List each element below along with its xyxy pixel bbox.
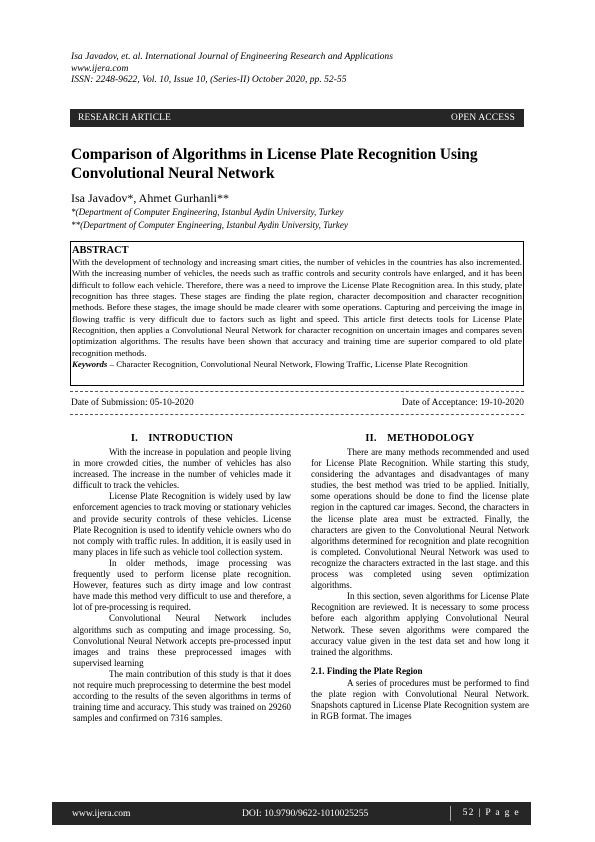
introduction-column — [73, 432, 291, 724]
abstract-heading: ABSTRACT — [72, 245, 129, 256]
affiliation-1: *(Department of Computer Engineering, Istanbul Aydin University, Turkey — [71, 207, 344, 217]
methodology-heading: II. METHODOLOGY — [365, 433, 475, 444]
article-type-label: RESEARCH ARTICLE — [78, 113, 172, 123]
journal-issn: ISSN: 2248-9622, Vol. 10, Issue 10, (Series-II) October 2020, pp. 52-55 — [71, 74, 347, 85]
keywords-line — [72, 359, 522, 370]
page-label: P a g e — [485, 807, 520, 818]
divider-top — [70, 391, 524, 392]
introduction-heading: I. INTRODUCTION — [130, 433, 234, 444]
footer-website-link[interactable]: www.ijera.com — [72, 808, 131, 819]
footer-separator — [450, 806, 451, 821]
intro-paragraph: The main contribution of this study is that it does not require much preprocessing to determine the best model according to the results of the seven algorithms in terms of training time and accuracy. This study was trained on 29260 samples and confirmed on 7316 samples. — [73, 668, 291, 724]
journal-header — [71, 51, 541, 86]
article-type-band — [70, 109, 524, 127]
page-number: 52 — [462, 807, 475, 818]
keywords-label: Keywords — [72, 359, 108, 370]
footer-page: 52 | P a g e — [462, 807, 520, 818]
journal-website[interactable]: www.ijera.com — [71, 62, 129, 74]
acceptance-date: Date of Acceptance: 19-10-2020 — [401, 398, 524, 408]
abstract-box — [70, 241, 524, 386]
subsection-paragraph: A series of procedures must be performed to find the plate region with Convolutional Neural Network. Snapshots captured in License Plate Recognition system are in RGB format. The images — [311, 677, 529, 722]
intro-paragraph: In older methods, image processing was frequently used to perform license plate recognition. However, features such as dirty image and low contrast have made this method very difficult to use and therefore, a lot of pre-processing is required. — [73, 557, 291, 613]
journal-citation: Isa Javadov, et. al. International Journal of Engineering Research and Applications — [71, 51, 393, 62]
methodology-column — [311, 432, 529, 722]
method-paragraph: There are many methods recommended and used for License Plate Recognition. While starting this study, considering the advantages and disadvantages of many studies, the best method was tried to be applied. Initially, some operations should be done to find the license plate region in the captured car images. Second, the characters in the license plate area must be extracted. Finally, the characters are given to the Convolutional Neural Network algorithms determined for recognition and plate recognition is completed. Convolutional Neural Network was used to recognize the characters extracted in the last stage. and this process was completed using seven optimization algorithms. — [311, 447, 529, 591]
intro-paragraph: License Plate Recognition is widely used by law enforcement agencies to track moving or stationary vehicles and provide security controls of these vehicles. License Plate Recognition is used to identify vehicle owners who do not comply with traffic rules. In addition, it is easily used in many places in life such as vehicle tool collection system. — [73, 491, 291, 557]
subsection-heading: 2.1. Finding the Plate Region — [311, 665, 423, 676]
method-paragraph: In this section, seven algorithms for License Plate Recognition are reviewed. It is necessary to some process before each algorithm applying Convolutional Neural Network. These seven algorithms were compared the accuracy value given in the test data set and how long it trained the algorithms. — [311, 591, 529, 657]
abstract-text: With the development of technology and increasing smart cities, the number of vehicles in the countries has also incremented. With the increasing number of vehicles, the needs such as traffic controls and security controls have enlarged, and it has been difficult to follow each vehicle. Therefore, there was a need to improve the License Plate Recognition area. In this study, plate recognition has three stages. These stages are finding the plate region, character decomposition and character recognition methods. Before these stages, the image should be made clearer with some operations. Capturing and perceiving the image in flowing traffic is very difficult due to factors such as light and speed. This article first detects tools for License Plate Recognition, then applies a Convolutional Neural Network for character recognition on uncertain images and compares seven optimization algorithms. The results have been shown that accuracy and training time are superior compared to old plate recognition methods. — [72, 257, 522, 358]
keywords-text: – Character Recognition, Convolutional Neural Network, Flowing Traffic, License Plate Recognition — [107, 359, 468, 370]
intro-paragraph: With the increase in population and people living in more crowded cities, the number of vehicles has also increased. The increase in the number of vehicles made it difficult to track the vehicles. — [73, 447, 291, 491]
dates-row — [71, 398, 524, 408]
access-label: OPEN ACCESS — [451, 113, 515, 123]
intro-paragraph: Convolutional Neural Network includes algorithms such as computing and image processing. So, Convolutional Neural Network accepts pre-processed input images and trains these preprocessed images with supervised learning — [73, 613, 291, 668]
page-footer — [52, 802, 531, 825]
paper-title: Comparison of Algorithms in License Plate Recognition Using Convolutional Neural Network — [71, 146, 478, 182]
submission-date: Date of Submission: 05-10-2020 — [71, 398, 194, 408]
divider-bottom — [70, 414, 524, 415]
affiliation-2: **(Department of Computer Engineering, Istanbul Aydin University, Turkey — [71, 220, 348, 230]
footer-doi: DOI: 10.9790/9622-1010025255 — [242, 808, 369, 819]
author-list: Isa Javadov*, Ahmet Gurhanli** — [71, 191, 229, 205]
